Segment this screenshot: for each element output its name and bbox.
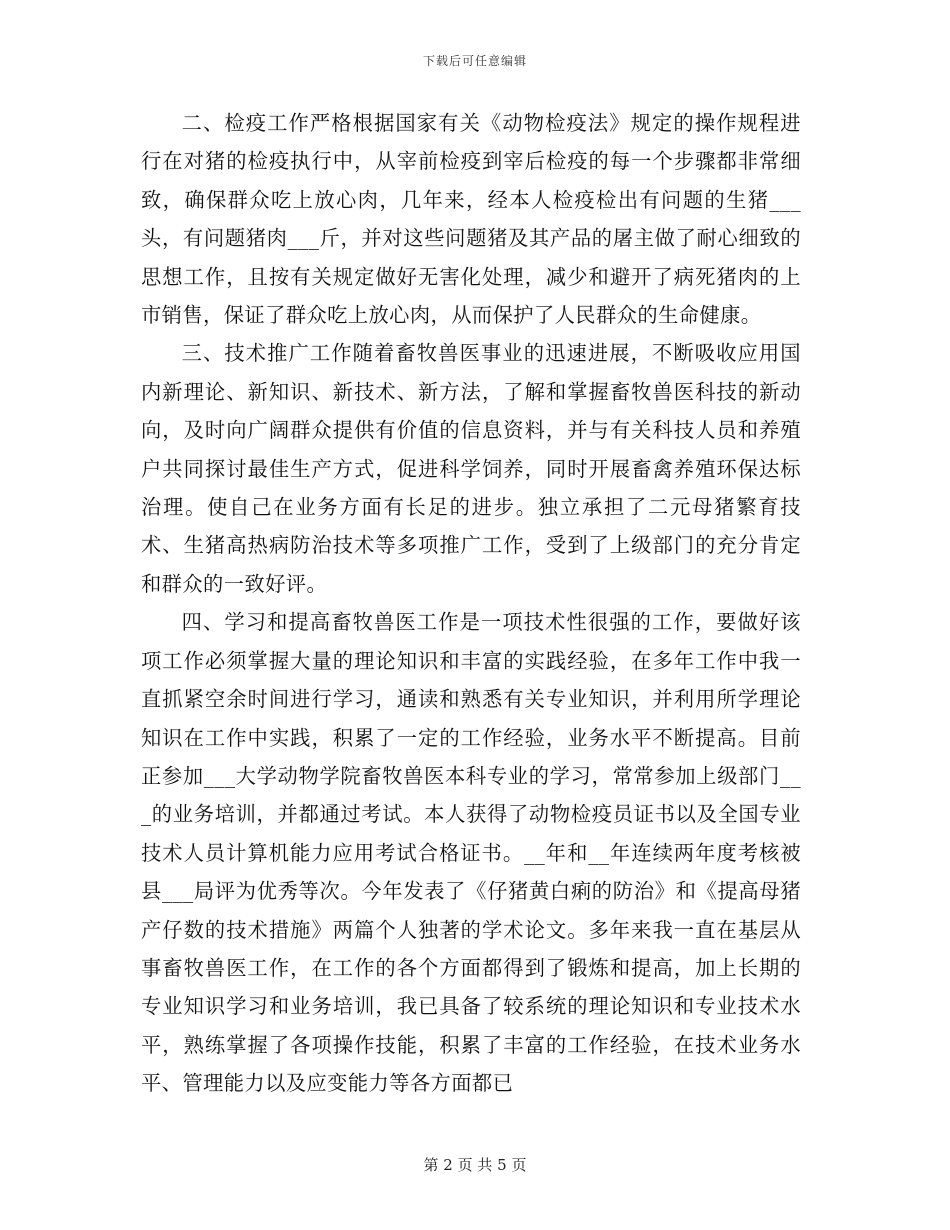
page-header-note: 下载后可任意编辑: [422, 54, 527, 68]
page-number: 第 2 页 共 5 页: [423, 1156, 527, 1174]
paragraph-tech-promotion: 三、技术推广工作随着畜牧兽医事业的迅速进展，不断吸收应用国内新理论、新知识、新技术、新方法，了解和掌握畜牧兽医科技的新动向，及时向广阔群众提供有价值的信息资料，并与有关科技人员和养殖户共同探讨最佳生产方式，促进科学饲养，同时开展畜禽养殖环保达标治理。使自己在业务方面有长足的进步。独立承担了二元母猪繁育技术、生猪高热病防治技术等多项推广工作，受到了上级部门的充分肯定和群众的一致好评。: [141, 341, 801, 596]
paragraph-study: 四、学习和提高畜牧兽医工作是一项技术性很强的工作，要做好该项工作必须掌握大量的理论知识和丰富的实践经验，在多年工作中我一直抓紧空余时间进行学习，通读和熟悉有关专业知识，并利用所学理论知识在工作中实践，积累了一定的工作经验，业务水平不断提高。目前正参加___大学动物学院畜牧兽医本科专业的学习，常常参加上级部门___的业务培训，并都通过考试。本人获得了动物检疫员证书以及全国专业技术人员计算机能力应用考试合格证书。__年和__年连续两年度考核被县___局评为优秀等次。今年发表了《仔猪黄白痢的防治》和《提高母猪产仔数的技术措施》两篇个人独著的学术论文。多年来我一直在基层从事畜牧兽医工作，在工作的各个方面都得到了锻炼和提高，加上长期的专业知识学习和业务培训，我已具备了较系统的理论知识和专业技术水平，熟练掌握了各项操作技能，积累了丰富的工作经验，在技术业务水平、管理能力以及应变能力等各方面都已: [141, 610, 801, 1096]
paragraph-quarantine: 二、检疫工作严格根据国家有关《动物检疫法》规定的操作规程进行在对猪的检疫执行中，从宰前检疫到宰后检疫的每一个步骤都非常细致，确保群众吃上放心肉，几年来，经本人检疫检出有问题的生猪___头，有问题猪肉___斤，并对这些问题猪及其产品的屠主做了耐心细致的思想工作，且按有关规定做好无害化处理，减少和避开了病死猪肉的上市销售，保证了群众吃上放心肉，从而保护了人民群众的生命健康。: [141, 111, 801, 328]
document-body: [141, 104, 801, 1103]
